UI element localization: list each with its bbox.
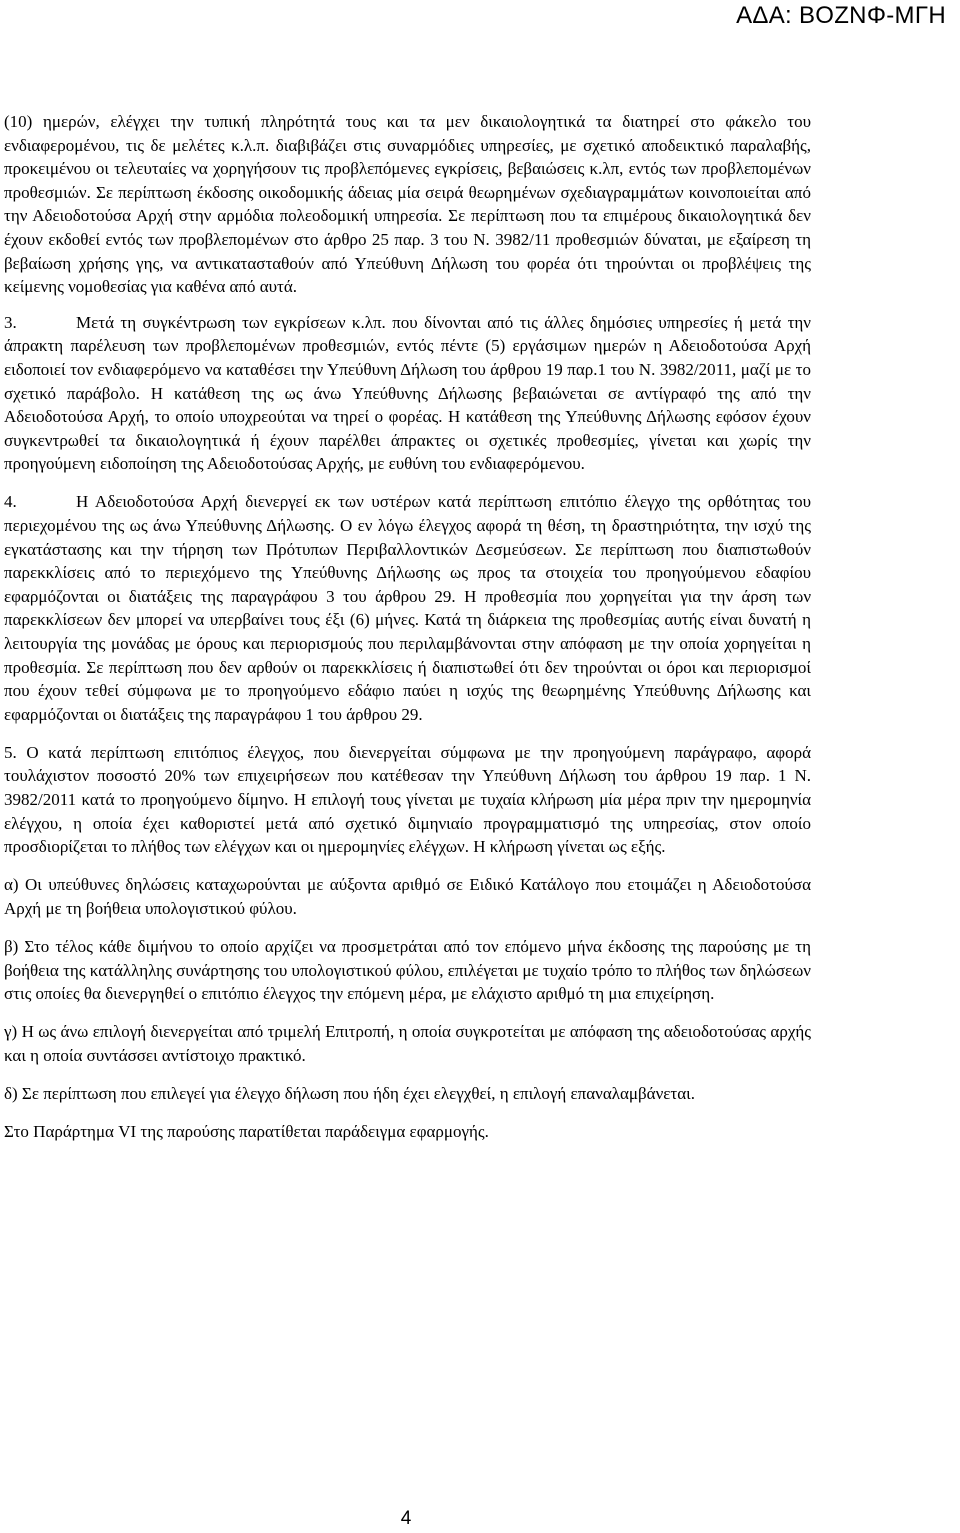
ada-identifier: ΑΔΑ: ΒΟΖΝΦ-ΜΓΗ (736, 2, 946, 29)
paragraph-continuation: (10) ημερών, ελέγχει την τυπική πληρότητά τους και τα μεν δικαιολογητικά τα διατηρεί στο φάκελο του ενδιαφερομένου, τις δε μελέτες κ.λ.π. διαβιβάζει στις συναρμόδιες υπηρεσίες, με σχετικό αποδεικτικό παραλαβής, προκειμένου οι τελευταίες να χορηγήσουν τις προβλεπόμενες εγκρίσεις, βεβαιώσεις κ.λπ, εντός των προβλεπομένων προθεσμιών. Σε περίπτωση έκδοσης οικοδομικής άδειας μία σειρά θεωρημένων σχεδιαγραμμάτων κοινοποιείται από την Αδειοδοτούσα Αρχή στην αρμόδια πολεοδομική υπηρεσία. Σε περίπτωση που τα επιμέρους δικαιολογητικά δεν έχουν εκδοθεί εντός των προβλεπομένων στο άρθρο 25 παρ. 3 του Ν. 3982/11 προθεσμιών δύναται, με εξαίρεση τη βεβαίωση χρήσης γης, να αντικατασταθούν από Υπεύθυνη Δήλωση του φορέα ότι τηρούνται οι προβλέψεις της κείμενης νομοθεσίας για καθένα από αυτά. (4, 112, 811, 297)
item-gamma: γ) Η ως άνω επιλογή διενεργείται από τριμελή Επιτροπή, η οποία συγκροτείται με απόφαση της αδειοδοτούσας αρχής και η οποία συντάσσει αντίστοιχο πρακτικό. (4, 1022, 811, 1065)
paragraph-text: Μετά τη συγκέντρωση των εγκρίσεων κ.λπ. που δίνονται από τις άλλες δημόσιες υπηρεσίες ή μετά την άπρακτη παρέλευση των προβλεπομένων προθεσμιών, εντός πέντε (5) εργάσιμων ημερών η Αδειοδοτούσα Αρχή ειδοποιεί τον ενδιαφερόμενο να καταθέσει την Υπεύθυνη Δήλωση του άρθρου 19 παρ.1 του Ν. 3982/2011, μαζί με το σχετικό παράβολο. Η κατάθεση της ως άνω Υπεύθυνης Δήλωσης βεβαιώνεται σε αντίγραφό της από την Αδειοδοτούσα Αρχή, το οποίο υποχρεούται να τηρεί ο φορέας. Η κατάθεση της Υπεύθυνης Δήλωσης εφόσον έχουν συγκεντρωθεί τα δικαιολογητικά ή έχουν παρέλθει άπρακτες οι σχετικές προθεσμίες, γίνεται και χωρίς την προηγούμενη ειδοποίηση της Αδειοδοτούσας Αρχής, με ευθύνη του ενδιαφερόμενου. (4, 312, 811, 474)
document-body (4, 110, 811, 1158)
page-number: 4 (400, 1508, 412, 1529)
item-delta: δ) Σε περίπτωση που επιλεγεί για έλεγχο δήλωση που ήδη έχει ελεγχθεί, η επιλογή επαναλαμβάνεται. (4, 1083, 695, 1103)
paragraph-number: 4. (4, 492, 17, 512)
paragraph-4 (4, 490, 811, 726)
item-alpha: α) Οι υπεύθυνες δηλώσεις καταχωρούνται με αύξοντα αριθμό σε Ειδικό Κατάλογο που ετοιμάζει η Αδειοδοτούσα Αρχή με τη βοήθεια υπολογιστικού φύλου. (4, 875, 811, 918)
paragraph-text: Η Αδειοδοτούσα Αρχή διενεργεί εκ των υστέρων κατά περίπτωση επιτόπιο έλεγχο της ορθότητας του περιεχομένου της ως άνω Υπεύθυνης Δήλωσης. Ο εν λόγω έλεγχος αφορά τη θέση, τη δραστηριότητα, την ισχύ της εγκατάστασης και την τήρηση των Πρότυπων Περιβαλλοντικών Δεσμεύσεων. Σε περίπτωση που διαπιστωθούν παρεκκλίσεις από το περιεχόμενο της Υπεύθυνης Δήλωσης ως προς τα στοιχεία του προηγούμενου εδαφίου εφαρμόζονται οι διατάξεις της παραγράφου 3 του άρθρου 29. Η προθεσμία που χορηγείται για την άρση των παρεκκλίσεων δεν μπορεί να υπερβαίνει τους έξι (6) μήνες. Κατά τη διάρκεια της προθεσμίας αυτής είναι δυνατή η λειτουργία της μονάδας με όρους και περιορισμούς που περιλαμβάνονται στην απόφαση με την οποία χορηγείται η προθεσμία. Σε περίπτωση που δεν αρθούν οι παρεκκλίσεις ή διαπιστωθεί ότι δεν τηρούνται οι όροι και περιορισμοί που έχουν τεθεί σύμφωνα με το προηγούμενο εδάφιο παύει η ισχύς της θεωρημένης Υπεύθυνης Δήλωσης και εφαρμόζονται οι διατάξεις της παραγράφου 1 του άρθρου 29. (4, 492, 811, 724)
paragraph-number: 3. (4, 312, 17, 332)
paragraph-3 (4, 311, 811, 476)
paragraph-5: 5. Ο κατά περίπτωση επιτόπιος έλεγχος, που διενεργείται σύμφωνα με την προηγούμενη παράγραφο, αφορά τουλάχιστον ποσοστό 20% των επιχειρήσεων που κατέθεσαν την Υπεύθυνη Δήλωση του άρθρου 19 παρ. 1 Ν. 3982/2011 κατά το προηγούμενο δίμηνο. Η επιλογή τους γίνεται με τυχαία κλήρωση μία μέρα πριν την ημερομηνία ελέγχου, η οποία έχει καθοριστεί μετά από σχετικό διμηνιαίο προγραμματισμό της υπηρεσίας, στον οποίο προσδιορίζεται το πλήθος των ελέγχων και οι ημερομηνίες ελέγχων. Η κλήρωση γίνεται ως εξής. (4, 742, 811, 857)
item-beta: β) Στο τέλος κάθε διμήνου το οποίο αρχίζει να προσμετράται από τον επόμενο μήνα έκδοσης της παρούσης με τη βοήθεια της κατάλληλης συνάρτησης του υπολογιστικού φύλου, επιλέγεται με τυχαίο τρόπο το πλήθος των δηλώσεων στις οποίες θα διενεργηθεί ο επιτόπιο έλεγχος την επόμενη μέρα, με ελάχιστο αριθμό τη μια επιχείρηση. (4, 937, 811, 1004)
annex-reference: Στο Παράρτημα VI της παρούσης παρατίθεται παράδειγμα εφαρμογής. (4, 1122, 489, 1142)
